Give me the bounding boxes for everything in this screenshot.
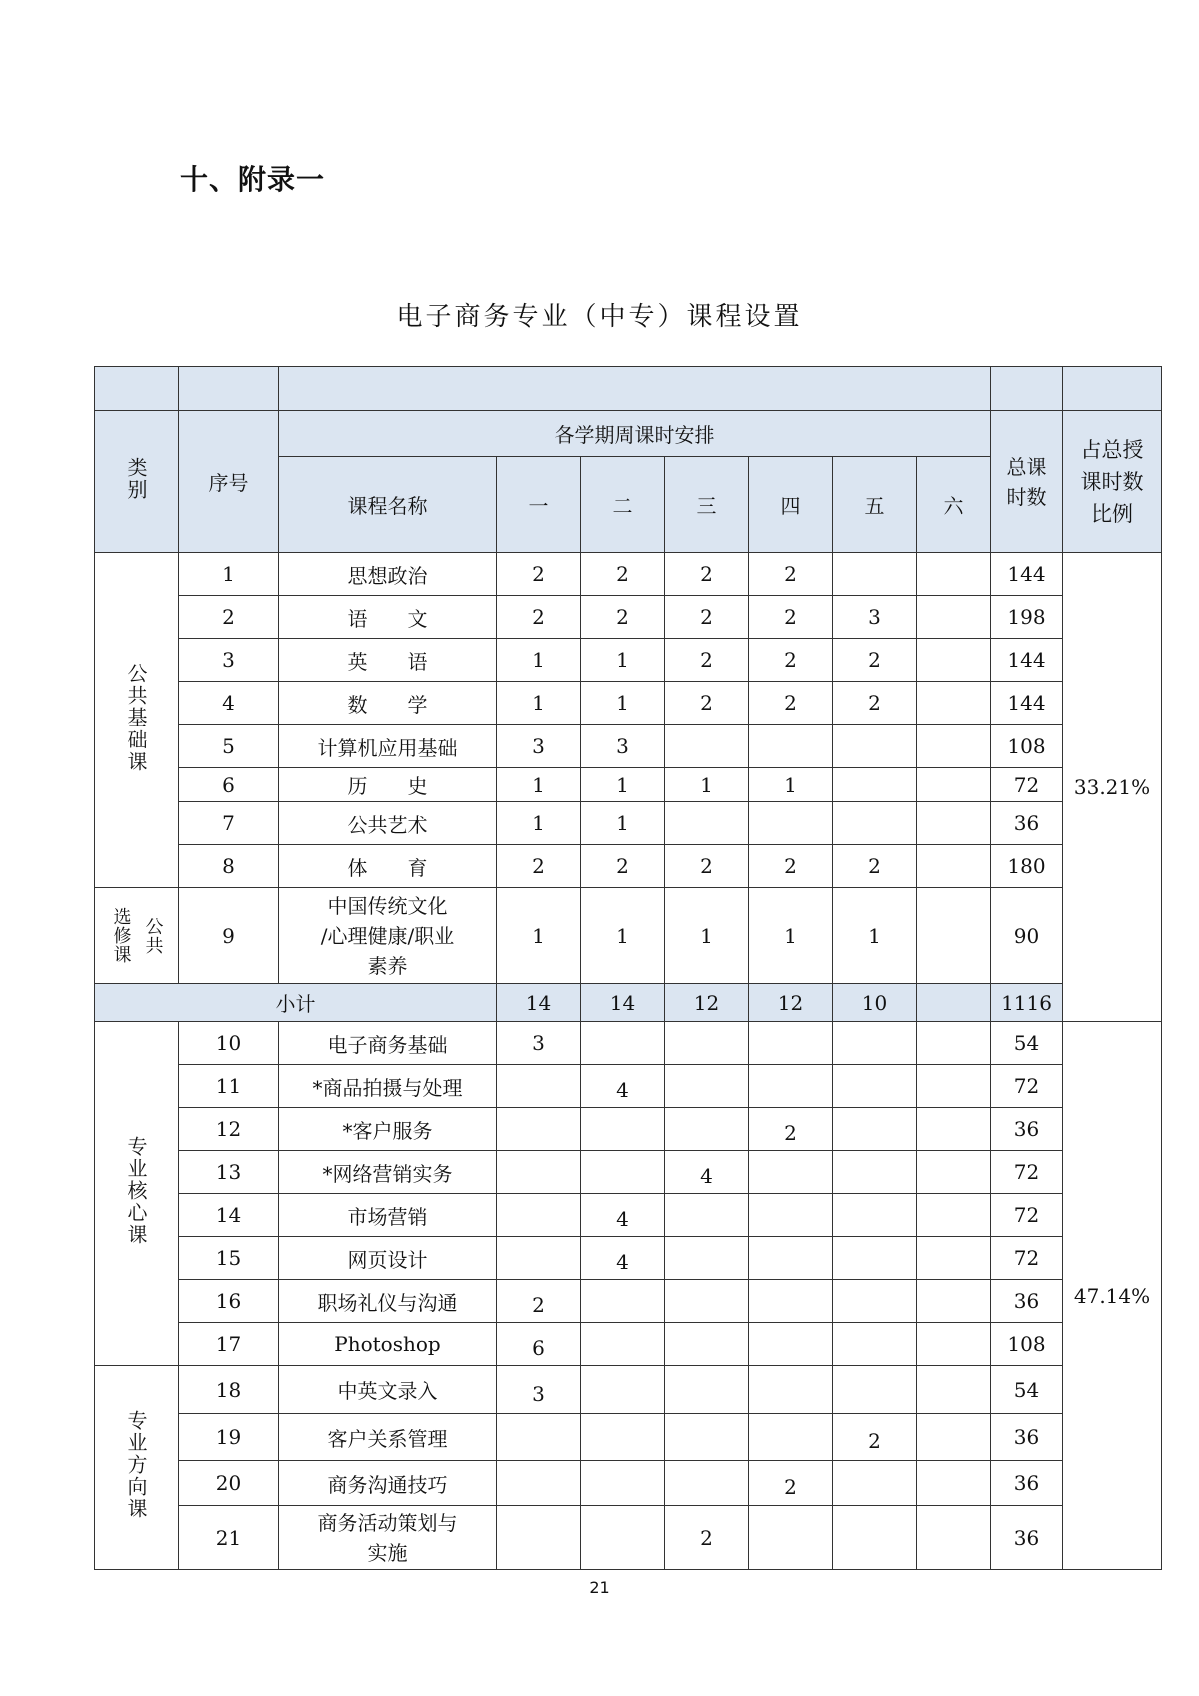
total-cell: 36 [991,1108,1063,1151]
hours-cell: 1 [581,639,665,682]
seq-cell: 16 [179,1280,279,1323]
seq-cell: 14 [179,1194,279,1237]
hours-cell [665,1414,749,1461]
ratio-header: 占总授课时数比例 [1063,411,1162,553]
course-name-cell: 思想政治 [279,553,497,596]
total-cell: 108 [991,725,1063,768]
subtotal-cell: 12 [749,984,833,1022]
table-row [95,1022,1162,1065]
hours-cell: 1 [581,768,665,802]
course-name-cell: 商务活动策划与 实施 [279,1506,497,1570]
hours-cell [497,1151,581,1194]
hours-cell [497,1506,581,1570]
semester-3-header: 三 [665,457,749,553]
course-name-cell: Photoshop [279,1323,497,1366]
seq-cell: 11 [179,1065,279,1108]
page-number: 21 [589,1578,610,1597]
total-cell: 36 [991,1461,1063,1506]
hours-cell [749,1065,833,1108]
hours-cell [665,802,749,845]
hours-cell [917,682,991,725]
table-row [95,1151,1162,1194]
header-top-band [95,367,1162,411]
hours-cell [833,1461,917,1506]
hours-cell [833,768,917,802]
seq-cell: 12 [179,1108,279,1151]
hours-cell [917,1108,991,1151]
semester-2-header: 二 [581,457,665,553]
hours-cell: 2 [497,596,581,639]
hours-cell [497,1461,581,1506]
total-cell: 54 [991,1022,1063,1065]
hours-cell: 2 [581,845,665,888]
course-name-cell: *客户服务 [279,1108,497,1151]
total-cell: 36 [991,802,1063,845]
hours-cell: 2 [749,845,833,888]
table-row [95,1461,1162,1506]
course-name-cell: 中英文录入 [279,1366,497,1414]
hours-cell [917,1022,991,1065]
hours-cell: 2 [581,553,665,596]
table-row [95,768,1162,802]
table-row [95,1280,1162,1323]
hours-cell [917,1237,991,1280]
seq-cell: 9 [179,888,279,984]
hours-cell [665,725,749,768]
subtotal-cell: 14 [581,984,665,1022]
hours-cell [581,1461,665,1506]
seq-cell: 21 [179,1506,279,1570]
category-public-elective: 选修课 公共 [95,888,179,984]
hours-cell: 2 [833,639,917,682]
hours-cell [749,1151,833,1194]
hours-cell [917,639,991,682]
hours-cell [665,1461,749,1506]
subtotal-total: 1116 [991,984,1063,1022]
hours-cell [581,1414,665,1461]
hours-cell [665,1366,749,1414]
table-row [95,1237,1162,1280]
total-cell: 72 [991,768,1063,802]
hours-cell [833,1065,917,1108]
total-header: 总课时数 [991,411,1063,553]
hours-cell [833,1506,917,1570]
hours-cell: 1 [497,768,581,802]
course-name-cell: 电子商务基础 [279,1022,497,1065]
seq-cell: 17 [179,1323,279,1366]
hours-cell [917,1506,991,1570]
hours-cell [833,1151,917,1194]
semester-6-header: 六 [917,457,991,553]
seq-cell: 10 [179,1022,279,1065]
course-name-cell: 计算机应用基础 [279,725,497,768]
total-cell: 108 [991,1323,1063,1366]
hours-cell [497,1414,581,1461]
hours-cell [917,802,991,845]
hours-cell: 2 [749,682,833,725]
course-table [94,366,1162,1570]
hours-cell [665,1323,749,1366]
hours-cell: 1 [497,802,581,845]
category-professional-core: 专业核心课 [95,1022,179,1366]
course-name-cell: 职场礼仪与沟通 [279,1280,497,1323]
hours-cell: 4 [581,1065,665,1108]
seq-cell: 8 [179,845,279,888]
total-cell: 36 [991,1414,1063,1461]
hours-cell: 2 [665,596,749,639]
table-row [95,888,1162,984]
hours-cell: 1 [581,802,665,845]
hours-cell [665,1237,749,1280]
subtotal-cell [917,984,991,1022]
header-row-1 [95,411,1162,457]
hours-cell: 4 [581,1237,665,1280]
seq-cell: 5 [179,725,279,768]
hours-cell [833,802,917,845]
hours-cell [665,1108,749,1151]
course-name-cell: 英 语 [279,639,497,682]
hours-cell [917,1065,991,1108]
hours-cell [917,1414,991,1461]
hours-cell: 2 [833,682,917,725]
hours-cell [917,888,991,984]
hours-cell: 2 [665,1506,749,1570]
table-row [95,1414,1162,1461]
table-row [95,639,1162,682]
hours-cell [917,1151,991,1194]
hours-cell [497,1194,581,1237]
course-name-cell: 中国传统文化 /心理健康/职业 素养 [279,888,497,984]
category-public-basic: 公共基础课 [95,553,179,888]
seq-cell: 1 [179,553,279,596]
seq-cell: 19 [179,1414,279,1461]
total-cell: 54 [991,1366,1063,1414]
hours-cell: 1 [497,639,581,682]
course-name-cell: 网页设计 [279,1237,497,1280]
hours-cell: 1 [833,888,917,984]
hours-cell: 2 [749,639,833,682]
hours-cell: 2 [497,845,581,888]
course-name-cell: 客户关系管理 [279,1414,497,1461]
hours-cell: 4 [665,1151,749,1194]
hours-cell [749,1237,833,1280]
hours-cell: 2 [749,596,833,639]
hours-cell: 1 [749,888,833,984]
hours-cell [833,553,917,596]
hours-cell [917,1323,991,1366]
subtotal-cell: 14 [497,984,581,1022]
subtotal-row [95,984,1162,1022]
hours-cell: 2 [665,682,749,725]
semester-5-header: 五 [833,457,917,553]
total-cell: 144 [991,553,1063,596]
hours-cell: 1 [665,768,749,802]
hours-cell [749,1414,833,1461]
course-name-cell: 公共艺术 [279,802,497,845]
hours-cell [581,1280,665,1323]
seq-cell: 13 [179,1151,279,1194]
hours-cell [917,845,991,888]
hours-cell [581,1323,665,1366]
hours-cell: 1 [497,888,581,984]
hours-cell: 6 [497,1323,581,1366]
hours-cell: 1 [749,768,833,802]
hours-cell [581,1022,665,1065]
table-row [95,596,1162,639]
hours-cell [581,1366,665,1414]
hours-cell: 2 [833,845,917,888]
total-cell: 36 [991,1280,1063,1323]
hours-cell [833,1323,917,1366]
subtotal-cell: 12 [665,984,749,1022]
schedule-header: 各学期周课时安排 [279,411,991,457]
seq-cell: 20 [179,1461,279,1506]
hours-cell [917,1280,991,1323]
hours-cell [749,1280,833,1323]
hours-cell: 2 [833,1414,917,1461]
hours-cell: 3 [581,725,665,768]
total-cell: 72 [991,1237,1063,1280]
hours-cell [917,725,991,768]
course-name-cell: *商品拍摄与处理 [279,1065,497,1108]
hours-cell [749,1022,833,1065]
table-row [95,802,1162,845]
course-name-cell: 历 史 [279,768,497,802]
subtotal-label: 小计 [95,984,497,1022]
ratio-public: 33.21% [1063,553,1162,1022]
hours-cell [917,1194,991,1237]
hours-cell: 2 [497,1280,581,1323]
hours-cell: 3 [497,1366,581,1414]
category-header: 类别 [95,411,179,553]
table-row [95,1065,1162,1108]
hours-cell [749,1323,833,1366]
hours-cell: 2 [581,596,665,639]
hours-cell [497,1065,581,1108]
hours-cell: 1 [581,682,665,725]
hours-cell [917,1366,991,1414]
table-row [95,1108,1162,1151]
hours-cell: 3 [497,725,581,768]
hours-cell: 3 [833,596,917,639]
hours-cell: 2 [665,845,749,888]
hours-cell: 1 [497,682,581,725]
total-cell: 72 [991,1194,1063,1237]
hours-cell: 1 [665,888,749,984]
course-name-cell: 体 育 [279,845,497,888]
seq-cell: 6 [179,768,279,802]
hours-cell: 1 [581,888,665,984]
hours-cell: 4 [581,1194,665,1237]
hours-cell [833,1366,917,1414]
hours-cell [833,725,917,768]
hours-cell: 2 [749,1461,833,1506]
hours-cell: 2 [749,1108,833,1151]
table-row [95,845,1162,888]
table-row [95,682,1162,725]
course-name-cell: *网络营销实务 [279,1151,497,1194]
appendix-heading: 十、附录一 [180,163,326,196]
hours-cell [665,1194,749,1237]
table-row [95,725,1162,768]
hours-cell: 2 [665,639,749,682]
seq-cell: 18 [179,1366,279,1414]
hours-cell [833,1108,917,1151]
course-name-cell: 市场营销 [279,1194,497,1237]
hours-cell [917,596,991,639]
hours-cell [665,1022,749,1065]
hours-cell [665,1280,749,1323]
category-professional-direction: 专业方向课 [95,1366,179,1570]
total-cell: 72 [991,1151,1063,1194]
hours-cell [581,1108,665,1151]
course-name-cell: 语 文 [279,596,497,639]
hours-cell [833,1237,917,1280]
table-row [95,1323,1162,1366]
hours-cell: 2 [749,553,833,596]
hours-cell [833,1022,917,1065]
total-cell: 90 [991,888,1063,984]
table-row [95,1194,1162,1237]
hours-cell [497,1108,581,1151]
hours-cell [749,802,833,845]
seq-cell: 3 [179,639,279,682]
total-cell: 72 [991,1065,1063,1108]
hours-cell: 2 [497,553,581,596]
total-cell: 198 [991,596,1063,639]
seq-cell: 4 [179,682,279,725]
hours-cell [749,1366,833,1414]
hours-cell: 3 [497,1022,581,1065]
hours-cell [833,1194,917,1237]
table-row [95,1366,1162,1414]
total-cell: 144 [991,639,1063,682]
seq-cell: 15 [179,1237,279,1280]
hours-cell [581,1506,665,1570]
course-name-cell: 数 学 [279,682,497,725]
hours-cell [917,553,991,596]
hours-cell [749,1506,833,1570]
semester-4-header: 四 [749,457,833,553]
table-row [95,553,1162,596]
hours-cell [665,1065,749,1108]
hours-cell [749,1194,833,1237]
semester-1-header: 一 [497,457,581,553]
table-title: 电子商务专业（中专）课程设置 [396,302,803,332]
hours-cell [581,1151,665,1194]
seq-header: 序号 [179,411,279,553]
seq-cell: 2 [179,596,279,639]
course-name-cell: 商务沟通技巧 [279,1461,497,1506]
hours-cell [917,1461,991,1506]
subtotal-cell: 10 [833,984,917,1022]
seq-cell: 7 [179,802,279,845]
course-name-header: 课程名称 [279,457,497,553]
hours-cell [497,1237,581,1280]
hours-cell [833,1280,917,1323]
total-cell: 180 [991,845,1063,888]
hours-cell [917,768,991,802]
total-cell: 36 [991,1506,1063,1570]
hours-cell [749,725,833,768]
table-row [95,1506,1162,1570]
ratio-professional: 47.14% [1063,1022,1162,1570]
hours-cell: 2 [665,553,749,596]
total-cell: 144 [991,682,1063,725]
